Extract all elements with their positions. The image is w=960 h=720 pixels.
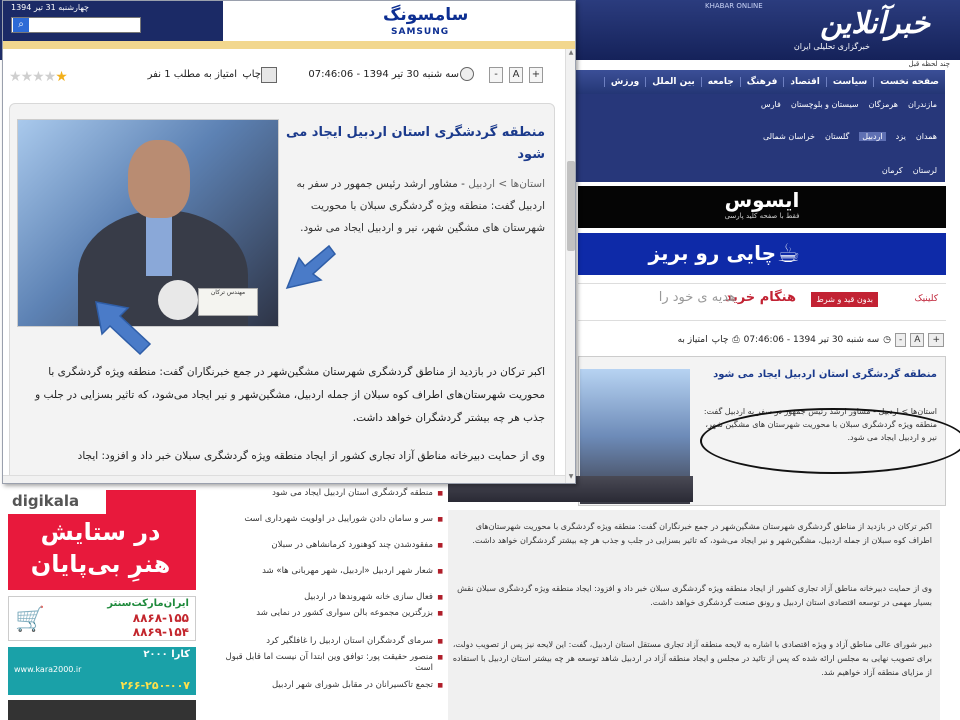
- article-paragraph: اکبر ترکان در بازدید از مناطق گردشگری شهرستان مشگین‌شهر در جمع خبرنگاران گفت: منطقه ویژه گردشگری با محوریت شهرستان‌های اطراف کوه سبلان از جمله اردبیل، مشگین‌شهر و نیر ایجاد می‌شود، که تاثیر بسزایی در جلب و جذب هر چه بیشتر گردشگران خواهد داشت.: [35, 366, 545, 424]
- bg-font-increase-button[interactable]: +: [928, 333, 944, 347]
- related-link[interactable]: شعار شهر اردبیل «اردبیل، شهر مهربانی ها» شد ■: [213, 566, 443, 577]
- related-link[interactable]: فعال سازی خانه شهروندها در اردبیل ■: [213, 592, 443, 603]
- related-links: [203, 486, 445, 720]
- province-link[interactable]: گلستان: [824, 132, 850, 141]
- related-link[interactable]: بزرگترین مجموعه بالن سواری کشور در نمایی شد ■: [213, 608, 443, 619]
- ad-kara[interactable]: [8, 647, 196, 695]
- ad-sale-logo: کلینیک: [914, 294, 938, 304]
- digikala-logo: digikala: [8, 490, 106, 514]
- provinces-row: [761, 100, 937, 109]
- ad-samsung[interactable]: [223, 1, 576, 43]
- bg-font-decrease-button[interactable]: -: [895, 333, 906, 347]
- vertical-scrollbar[interactable]: [565, 49, 576, 484]
- provinces-row: [763, 132, 937, 141]
- ad-bottom[interactable]: [8, 700, 196, 720]
- star-empty-icon[interactable]: ★: [20, 69, 33, 85]
- bg-article-toolbar: [578, 330, 946, 350]
- ad-sale-rest: هدیه ی خود را: [658, 290, 736, 305]
- horizontal-scrollbar[interactable]: [3, 475, 565, 484]
- ad-samsung-fa: سامسونگ: [383, 5, 469, 25]
- bg-article-title[interactable]: منطقه گردشگری استان اردبیل ایجاد می شود: [713, 369, 937, 380]
- bg-paragraph: وی از حمایت دبیرخانه مناطق آزاد تجاری کشور از ایجاد منطقه ویژه گردشگری سبلان خبر داد و افزود: ایجاد منطقه ویژه گردشگری سبلان نقش بسیار مهمی در توسعه اقتصادی استان اردبیل و رونق صنعت گردشگری خواهد داشت.: [457, 584, 932, 607]
- nav-international[interactable]: بین الملل: [645, 77, 701, 87]
- print-link[interactable]: چاپ: [242, 69, 261, 80]
- provinces-menu: [575, 94, 945, 182]
- province-link[interactable]: فارس: [760, 100, 781, 109]
- bg-paragraph: دبیر شورای عالی مناطق آزاد و ویژه اقتصادی با اشاره به لایحه منطقه آزاد تجاری مستقل استان اردبیل، گفت: این لایحه نیز پس از تصویب دولت، برای تصویب نهایی به مجلس ارائه شده که پس از تائید در مجلس و ایجاد منطقه آزاد در اردبیل شاهد توسعه هر چه بیشتر استان اردبیل با استفاده از مزایای منطقه آزاد خواهیم شد.: [452, 640, 932, 677]
- scrollbar-thumb[interactable]: [567, 161, 575, 251]
- ad-iran-title: ایران‌مارکت‌سنتر: [107, 598, 189, 609]
- font-reset-button[interactable]: A: [509, 67, 523, 83]
- star-empty-icon[interactable]: ★: [32, 69, 44, 85]
- font-size-controls: [489, 67, 549, 83]
- ad-digikala[interactable]: [8, 490, 196, 590]
- print-icon[interactable]: [261, 67, 277, 83]
- provinces-row: [882, 166, 937, 175]
- ad-kara-url: www.kara2000.ir: [14, 665, 82, 674]
- related-link[interactable]: سر و سامان دادن شوراییل در اولویت شهرداری است ■: [213, 514, 443, 525]
- ad-sale-main: هنگام خرید: [725, 290, 796, 305]
- font-decrease-button[interactable]: -: [489, 67, 503, 83]
- province-link[interactable]: خراسان شمالی: [762, 132, 815, 141]
- nav-home[interactable]: صفحه نخست: [873, 77, 945, 87]
- ad-iran-phone: ۸۸۶۸-۱۵۵: [132, 611, 189, 625]
- site-logo[interactable]: خبرآنلاین: [820, 6, 930, 41]
- bg-paragraph: اکبر ترکان در بازدید از مناطق گردشگری شهرستان مشگین‌شهر در جمع خبرنگاران گفت: منطقه ویژه گردشگری با محوریت شهرستان‌های اطراف کوه سبلان از جمله اردبیل، مشگین‌شهر و نیر ایجاد می‌شود، که تاثیر بسزایی در جلب و جذب هر چه بیشتر گردشگران خواهد داشت.: [472, 522, 932, 545]
- bg-rating-label: امتیاز به: [677, 335, 708, 345]
- ad-iran-phone: ۸۸۶۹-۱۵۴: [132, 625, 189, 639]
- nav-economy[interactable]: اقتصاد: [783, 77, 826, 87]
- article-photo[interactable]: [17, 119, 279, 327]
- province-link[interactable]: لرستان: [912, 166, 937, 175]
- breadcrumb[interactable]: استان‌ها > اردبیل: [468, 178, 545, 190]
- province-link[interactable]: هرمزگان: [868, 100, 899, 109]
- ad-digikala-line2: هنرِ بی‌پایان: [30, 550, 171, 578]
- annotation-ellipse: [700, 408, 960, 474]
- photo-nameplate: مهندس ترکان: [198, 288, 258, 316]
- recent-strip: [575, 60, 960, 70]
- article-paragraph: وی از حمایت دبیرخانه مناطق آزاد تجاری کشور از ایجاد منطقه ویژه گردشگری سبلان خبر داد و افزود: ایجاد: [77, 450, 545, 462]
- photo-figure-head: [128, 140, 190, 218]
- province-link[interactable]: کرمان: [881, 166, 903, 175]
- popup-divider: [3, 41, 576, 49]
- clock-icon: [460, 67, 474, 81]
- search-icon[interactable]: ⌕: [13, 18, 29, 32]
- article-title[interactable]: منطقه گردشگری استان اردبیل ایجاد می شود: [286, 125, 545, 162]
- nav-culture[interactable]: فرهنگ: [740, 77, 784, 87]
- article-lead: استان‌ها > اردبیل - مشاور ارشد رئیس جمهور در سفر به اردبیل گفت: منطقه ویژه گردشگری سبلان با محوریت شهرستان های مشگین شهر، نیر و اردبیل ایجاد می شود.: [296, 178, 545, 234]
- scroll-down-arrow-icon[interactable]: ▼: [568, 473, 574, 480]
- bg-article-body: [448, 510, 940, 720]
- ad-tea[interactable]: [578, 233, 946, 275]
- cart-icon: 🛒: [15, 605, 45, 633]
- teacup-icon: ☕: [776, 239, 800, 269]
- ad-kara-phone: ۲۶۶-۲۵۰-۰۰۷: [120, 679, 190, 692]
- article-toolbar: [3, 63, 563, 89]
- main-nav: [575, 70, 945, 94]
- ad-asus-sub: فقط با صفحه کلید پارسی: [724, 212, 800, 220]
- related-link[interactable]: مفقودشدن چند کوهنورد کرمانشاهی در سبلان ■: [213, 540, 443, 551]
- province-link[interactable]: مازندران: [908, 100, 937, 109]
- bg-article-lead: استان‌ها > اردبیل - مشاور ارشد رئیس جمهور در سفر به اردبیل گفت: منطقه ویژه گردشگری سبلان با محوریت شهرستان های مشگین شهر، نیر و اردبیل ایجاد می شود.: [703, 407, 937, 442]
- related-link[interactable]: منصور حقیقت پور: توافق وین ابتدا آن نیست اما قابل قبول است ■: [213, 652, 443, 674]
- star-empty-icon[interactable]: ★: [43, 69, 56, 85]
- ad-kara-name: کارا ۲۰۰۰: [143, 649, 190, 660]
- zoomed-article-window: [2, 0, 576, 484]
- annotation-arrow-icon: [92, 298, 152, 356]
- article-lead-text: مشاور ارشد رئیس جمهور در سفر به اردبیل گفت: منطقه ویژه گردشگری سبلان با محوریت شهرستان های مشگین شهر، نیر و اردبیل ایجاد می شود.: [296, 178, 545, 234]
- bg-font-reset-button[interactable]: A: [910, 333, 924, 347]
- province-link-selected[interactable]: اردبیل: [859, 132, 885, 141]
- ad-sale[interactable]: [578, 283, 946, 321]
- star-filled-icon[interactable]: ★: [55, 69, 67, 85]
- province-link[interactable]: سیستان و بلوچستان: [790, 100, 859, 109]
- scroll-up-arrow-icon[interactable]: ▲: [568, 49, 574, 56]
- print-icon[interactable]: ⎙: [732, 335, 740, 345]
- related-link[interactable]: تجمع تاکسیرانان در مقابل شورای شهر اردبیل ■: [213, 680, 443, 691]
- ad-digikala-line1: در ستایش: [40, 518, 161, 546]
- article-timestamp: سه شنبه 30 تیر 1394 - 07:46:06: [308, 69, 459, 80]
- recent-label[interactable]: چند لحظه قبل: [908, 60, 950, 68]
- font-increase-button[interactable]: +: [529, 67, 543, 83]
- nav-sports[interactable]: ورزش: [604, 77, 645, 87]
- related-link[interactable]: منطقه گردشگری استان اردبیل ایجاد می شود ■: [213, 488, 443, 499]
- ad-iran-market[interactable]: [8, 596, 196, 641]
- ad-asus[interactable]: [578, 186, 946, 228]
- bg-timestamp: سه شنبه 30 تیر 1394 - 07:46:06: [743, 335, 880, 345]
- search-input[interactable]: [11, 17, 141, 33]
- site-logo-latin: KHABAR ONLINE: [705, 2, 763, 10]
- nav-politics[interactable]: سیاست: [826, 77, 873, 87]
- ad-sale-badge: بدون قید و شرط: [811, 292, 878, 307]
- province-link[interactable]: همدان: [915, 132, 937, 141]
- nav-society[interactable]: جامعه: [701, 77, 740, 87]
- site-slogan: خبرگزاری تحلیلی ایران: [793, 42, 870, 51]
- photo-figure-shirt: [146, 216, 172, 276]
- rating-label: امتیاز به مطلب 1 نفر: [147, 69, 237, 80]
- ad-asus-title: ایسوس: [724, 188, 800, 212]
- ad-samsung-en: SAMSUNG: [391, 27, 450, 37]
- province-link[interactable]: یزد: [895, 132, 906, 141]
- ad-tea-title: چایی رو بریز: [648, 241, 776, 265]
- bg-print-link[interactable]: چاپ: [711, 335, 729, 345]
- clock-icon: ◷: [883, 335, 892, 345]
- related-link[interactable]: سرمای گردشگران استان اردبیل را غافلگیر کرد ■: [213, 636, 443, 647]
- annotation-arrow-icon: [285, 244, 337, 290]
- star-empty-icon[interactable]: ★: [9, 69, 21, 85]
- current-date: چهارشنبه 31 تیر 1394: [11, 3, 89, 12]
- rating-stars[interactable]: [9, 69, 67, 85]
- photo-microphone: [158, 280, 198, 320]
